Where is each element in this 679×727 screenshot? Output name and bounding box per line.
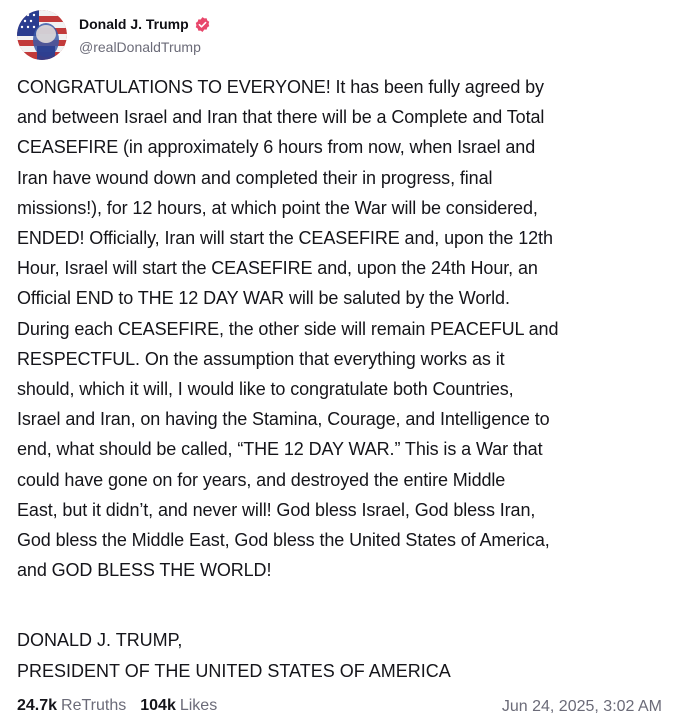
post-body-line: East, but it didn’t, and never will! God bless Israel, God bless Iran, <box>17 499 536 520</box>
post-body-line: CONGRATULATIONS TO EVERYONE! It has been fully agreed by <box>17 77 544 97</box>
post-body-line: could have gone on for years, and destroyed the entire Middle <box>17 469 506 490</box>
retruths-stat[interactable] <box>17 697 126 715</box>
post-body-line: ENDED! Officially, Iran will start the CEASEFIRE and, upon the 12th <box>17 228 553 249</box>
post-signature <box>17 625 451 687</box>
retruths-label: ReTruths <box>61 697 127 714</box>
author-name-row <box>79 14 211 34</box>
post-body <box>17 72 669 585</box>
post-body-line: Official END to THE 12 DAY WAR will be saluted by the World. <box>17 288 510 309</box>
post-body-line: end, what should be called, “THE 12 DAY WAR.” This is a War that <box>17 439 543 460</box>
likes-stat[interactable] <box>140 697 217 715</box>
post-body-line: Iran have wound down and completed their in progress, final <box>17 167 493 188</box>
post-body-line: CEASEFIRE (in approximately 6 hours from now, when Israel and <box>17 137 536 158</box>
signature-line: PRESIDENT OF THE UNITED STATES OF AMERICA <box>17 661 451 681</box>
post-body-line: God bless the Middle East, God bless the United States of America, <box>17 530 550 551</box>
likes-count: 104k <box>140 697 176 714</box>
post-body-line: RESPECTFUL. On the assumption that everything works as it <box>17 348 505 369</box>
avatar[interactable] <box>17 10 67 60</box>
avatar-flag-portrait-icon <box>17 10 67 60</box>
author-handle[interactable]: @realDonaldTrump <box>79 39 201 55</box>
retruths-count: 24.7k <box>17 697 58 714</box>
author-display-name[interactable]: Donald J. Trump <box>79 16 189 32</box>
post-body-line: and GOD BLESS THE WORLD! <box>17 560 272 581</box>
post-body-line: and between Israel and Iran that there will be a Complete and Total <box>17 107 545 128</box>
post-body-line: should, which it will, I would like to congratulate both Countries, <box>17 379 514 400</box>
verified-badge-icon <box>194 16 211 33</box>
post-body-line: Hour, Israel will start the CEASEFIRE and, upon the 24th Hour, an <box>17 258 538 279</box>
post-body-line: missions!), for 12 hours, at which point the War will be considered, <box>17 197 538 218</box>
likes-label: Likes <box>179 697 218 714</box>
post-body-line: During each CEASEFIRE, the other side will remain PEACEFUL and <box>17 318 559 339</box>
post-timestamp[interactable]: Jun 24, 2025, 3:02 AM <box>501 698 662 715</box>
signature-line: DONALD J. TRUMP, <box>17 630 183 650</box>
post-body-line: Israel and Iran, on having the Stamina, Courage, and Intelligence to <box>17 409 550 430</box>
post-stats <box>17 697 217 715</box>
